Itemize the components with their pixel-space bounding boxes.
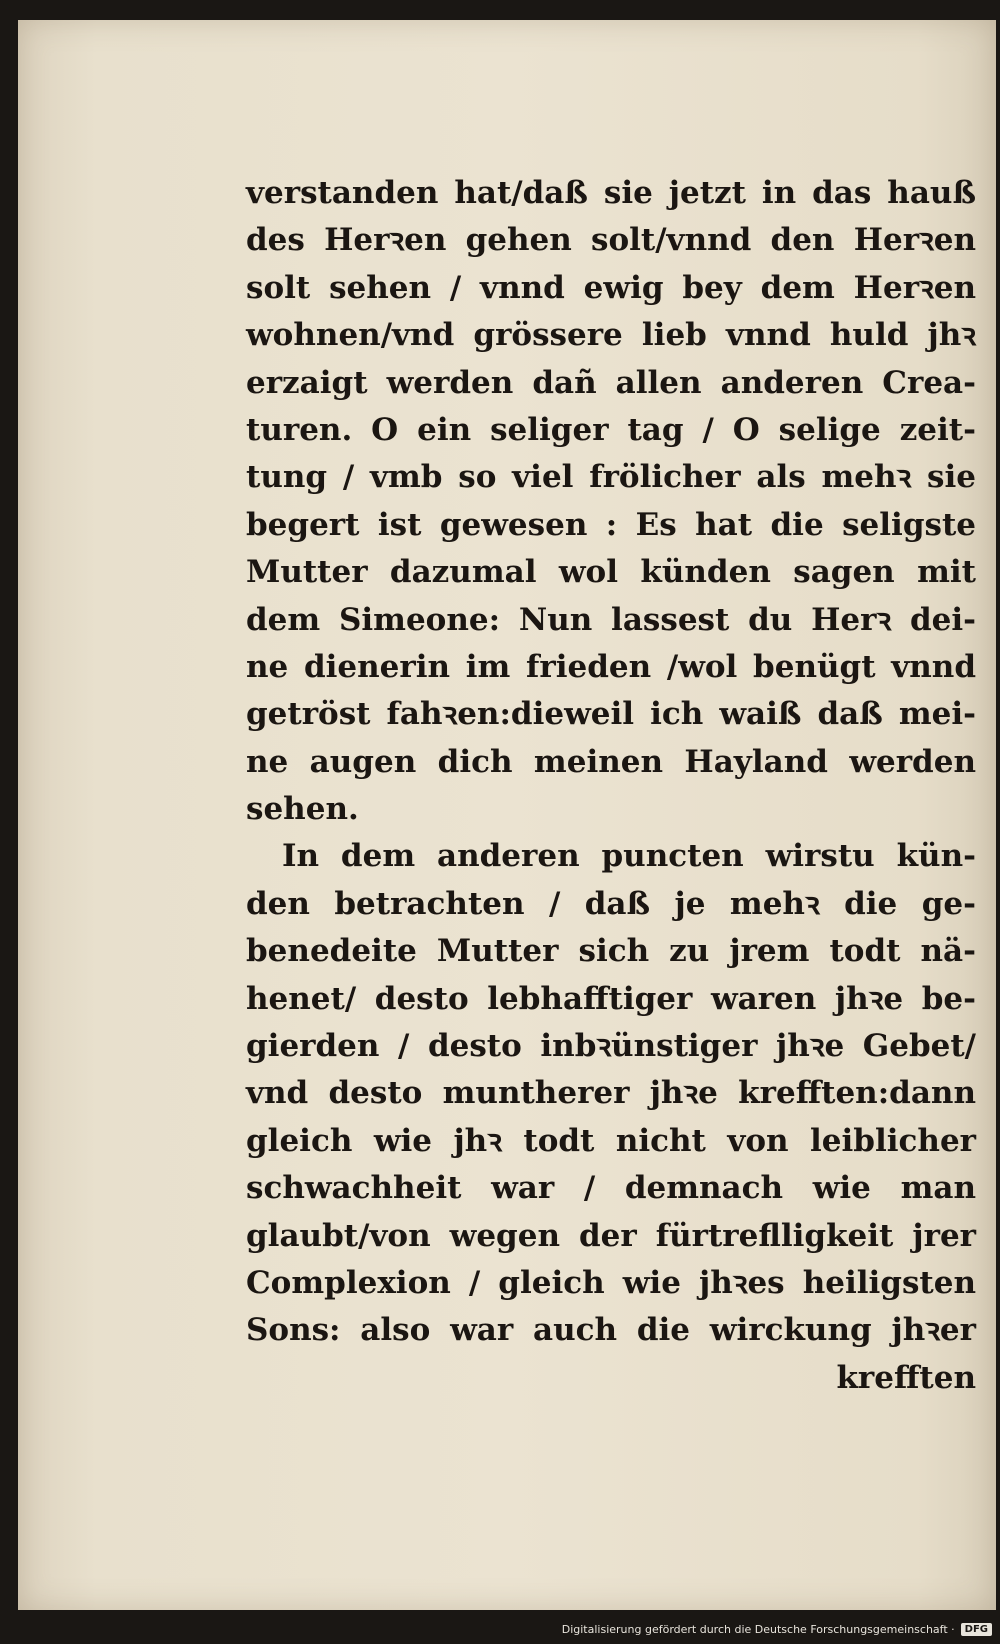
text-line: des Herꝛen gehen solt/vnnd den Herꝛen <box>246 222 976 259</box>
text-line: verstanden hat/daß sie jetzt in das hauß <box>246 175 976 211</box>
text-line: benedeite Mutter sich zu jrem todt nä- <box>246 933 976 970</box>
text-line: erzaigt werden dañ allen anderen Crea- <box>246 364 976 401</box>
text-line: begert ist gewesen : Es hat die seligste <box>246 506 976 543</box>
dfg-logo: DFG <box>961 1623 992 1636</box>
digitization-footer <box>562 1616 992 1642</box>
text-line: tung / vmb so viel frölicher als mehꝛ sie <box>246 459 976 496</box>
text-line: ne augen dich meinen Hayland werden <box>246 743 976 780</box>
text-line: schwachheit war / demnach wie man <box>246 1170 976 1207</box>
text-line: turen. O ein seliger tag / O selige zeit- <box>246 411 976 448</box>
text-line: glaubt/von wegen der fürtreflligkeit jrer <box>246 1217 976 1254</box>
text-line: gleich wie jhꝛ todt nicht von leiblicher <box>246 1122 976 1159</box>
footer-credit: Digitalisierung gefördert durch die Deutsche Forschungsgemeinschaft · <box>561 1622 955 1636</box>
text-line-paragraph-end: sehen. <box>246 791 359 828</box>
text-line: dem Simeone: Nun lassest du Herꝛ dei- <box>246 601 976 638</box>
text-line-paragraph-start: In dem anderen puncten wirstu kün- <box>282 838 976 875</box>
text-line: Complexion / gleich wie jhꝛes heiligsten <box>246 1264 976 1301</box>
text-line: solt sehen / vnnd ewig bey dem Herꝛen <box>246 269 976 306</box>
page-text <box>246 170 976 1402</box>
book-page <box>18 20 996 1610</box>
text-line: ne dienerin im frieden /wol benügt vnnd <box>246 648 976 685</box>
text-line: getröst fahꝛen:dieweil ich waiß daß mei- <box>246 696 976 733</box>
text-line: Sons: also war auch die wirckung jhꝛer <box>246 1312 976 1349</box>
text-line: gierden / desto inbꝛünstiger jhꝛe Gebet/ <box>246 1028 976 1065</box>
text-line: vnd desto muntherer jhꝛe krefften:dann <box>246 1075 976 1112</box>
text-line: Mutter dazumal wol künden sagen mit <box>246 554 976 591</box>
text-line: henet/ desto lebhafftiger waren jhꝛe be- <box>246 980 976 1017</box>
catchword: krefften <box>836 1359 976 1396</box>
text-line: wohnen/vnd grössere lieb vnnd huld jhꝛ <box>246 317 976 354</box>
text-line: den betrachten / daß je mehꝛ die ge- <box>246 885 976 922</box>
